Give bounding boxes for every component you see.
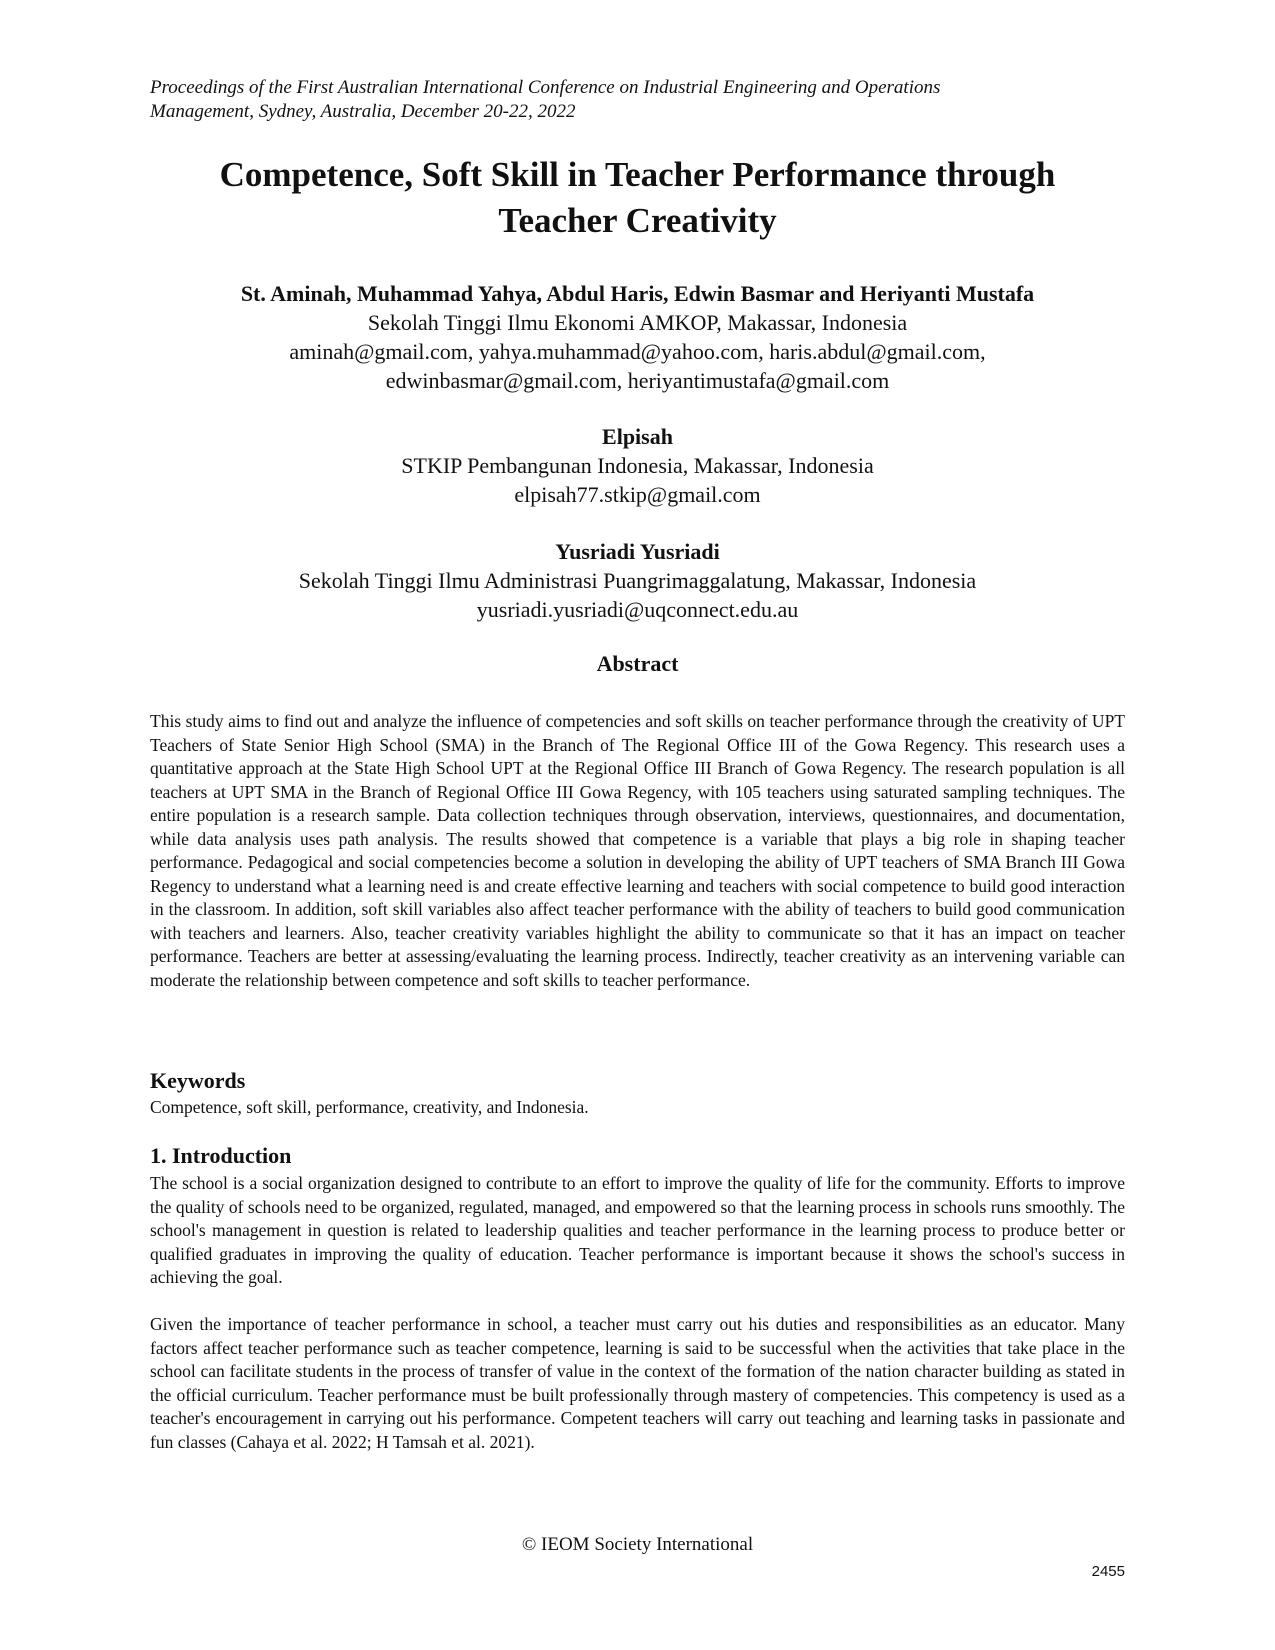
proceedings-line-2: Management, Sydney, Australia, December 20-22, 2022 bbox=[150, 101, 576, 122]
footer-copyright: © IEOM Society International bbox=[521, 1534, 754, 1555]
proceedings-header bbox=[150, 76, 1090, 124]
author-institution: Sekolah Tinggi Ilmu Administrasi Puangrimaggalatung, Makassar, Indonesia bbox=[298, 568, 977, 593]
author-institution: STKIP Pembangunan Indonesia, Makassar, Indonesia bbox=[401, 453, 874, 478]
paper-title-line-1: Competence, Soft Skill in Teacher Performance through bbox=[219, 155, 1056, 194]
author-institution: Sekolah Tinggi Ilmu Ekonomi AMKOP, Makassar, Indonesia bbox=[367, 310, 908, 335]
author-block-2 bbox=[140, 422, 1135, 509]
author-names: Yusriadi Yusriadi bbox=[555, 539, 720, 564]
abstract-heading: Abstract bbox=[596, 651, 679, 676]
page-number: 2455 bbox=[1091, 1563, 1125, 1580]
abstract-text: This study aims to find out and analyze the influence of competencies and soft skills on teacher performance through the creativity of UPT Teachers of State Senior High School (SMA) in the Branch of The Regional Office III of the Gowa Regency. This research uses a quantitative approach at the State High School UPT at the Regional Office III Branch of Gowa Regency. The research population is all teachers at UPT SMA in the Branch of Regional Office III Gowa Regency, with 105 teachers using saturated sampling techniques. The entire population is a research sample. Data collection techniques through observation, interviews, questionnaires, and documentation, while data analysis uses path analysis. The results showed that competence is a variable that plays a big role in shaping teacher performance. Pedagogical and social competencies become a solution in developing the ability of UPT teachers of SMA Branch III Gowa Regency to understand what a learning need is and create effective learning and teachers with social competence to build good interaction in the classroom. In addition, soft skill variables also affect teacher performance with the ability of teachers to build good communication with teachers and learners. Also, teacher creativity variables highlight the ability to communicate so that it has an impact on teacher performance. Teachers are better at assessing/evaluating the learning process. Indirectly, teacher creativity as an intervening variable can moderate the relationship between competence and soft skills to teacher performance. bbox=[150, 711, 1125, 990]
paper-title-line-2: Teacher Creativity bbox=[498, 201, 777, 240]
author-emails: edwinbasmar@gmail.com, heriyantimustafa@gmail.com bbox=[385, 368, 890, 393]
author-emails: yusriadi.yusriadi@uqconnect.edu.au bbox=[476, 597, 799, 622]
author-emails: elpisah77.stkip@gmail.com bbox=[514, 482, 761, 507]
paper-title bbox=[140, 152, 1135, 244]
author-names: St. Aminah, Muhammad Yahya, Abdul Haris, Edwin Basmar and Heriyanti Mustafa bbox=[240, 281, 1035, 306]
keywords-text: Competence, soft skill, performance, creativity, and Indonesia. bbox=[150, 1097, 589, 1117]
author-emails: aminah@gmail.com, yahya.muhammad@yahoo.com, haris.abdul@gmail.com, bbox=[289, 339, 986, 364]
introduction-paragraph-1: The school is a social organization designed to contribute to an effort to improve the quality of life for the community. Efforts to improve the quality of schools need to be organized, regulated, managed, and empowered so that the learning process in schools runs smoothly. The school's management in question is related to leadership qualities and teacher performance in the learning process to produce better or qualified graduates in improving the quality of education. Teacher performance is important because it shows the school's success in achieving the goal. bbox=[150, 1173, 1125, 1287]
proceedings-line-1: Proceedings of the First Australian International Conference on Industrial Engineering and Operations bbox=[150, 77, 941, 98]
author-names: Elpisah bbox=[602, 424, 673, 449]
author-block-3 bbox=[140, 537, 1135, 624]
introduction-paragraph-2: Given the importance of teacher performance in school, a teacher must carry out his duties and responsibilities as an educator. Many factors affect teacher performance such as teacher competence, learning is said to be successful when the activities that take place in the school can facilitate students in the process of transfer of value in the context of the formation of the nation character building as stated in the official curriculum. Teacher performance must be built professionally through mastery of competencies. This competency is used as a teacher's encouragement in carrying out his performance. Competent teachers will carry out teaching and learning tasks in passionate and fun classes (Cahaya et al. 2022; H Tamsah et al. 2021). bbox=[150, 1314, 1125, 1452]
introduction-heading: 1. Introduction bbox=[150, 1143, 292, 1168]
author-block-1 bbox=[140, 279, 1135, 395]
keywords-heading: Keywords bbox=[150, 1068, 246, 1093]
